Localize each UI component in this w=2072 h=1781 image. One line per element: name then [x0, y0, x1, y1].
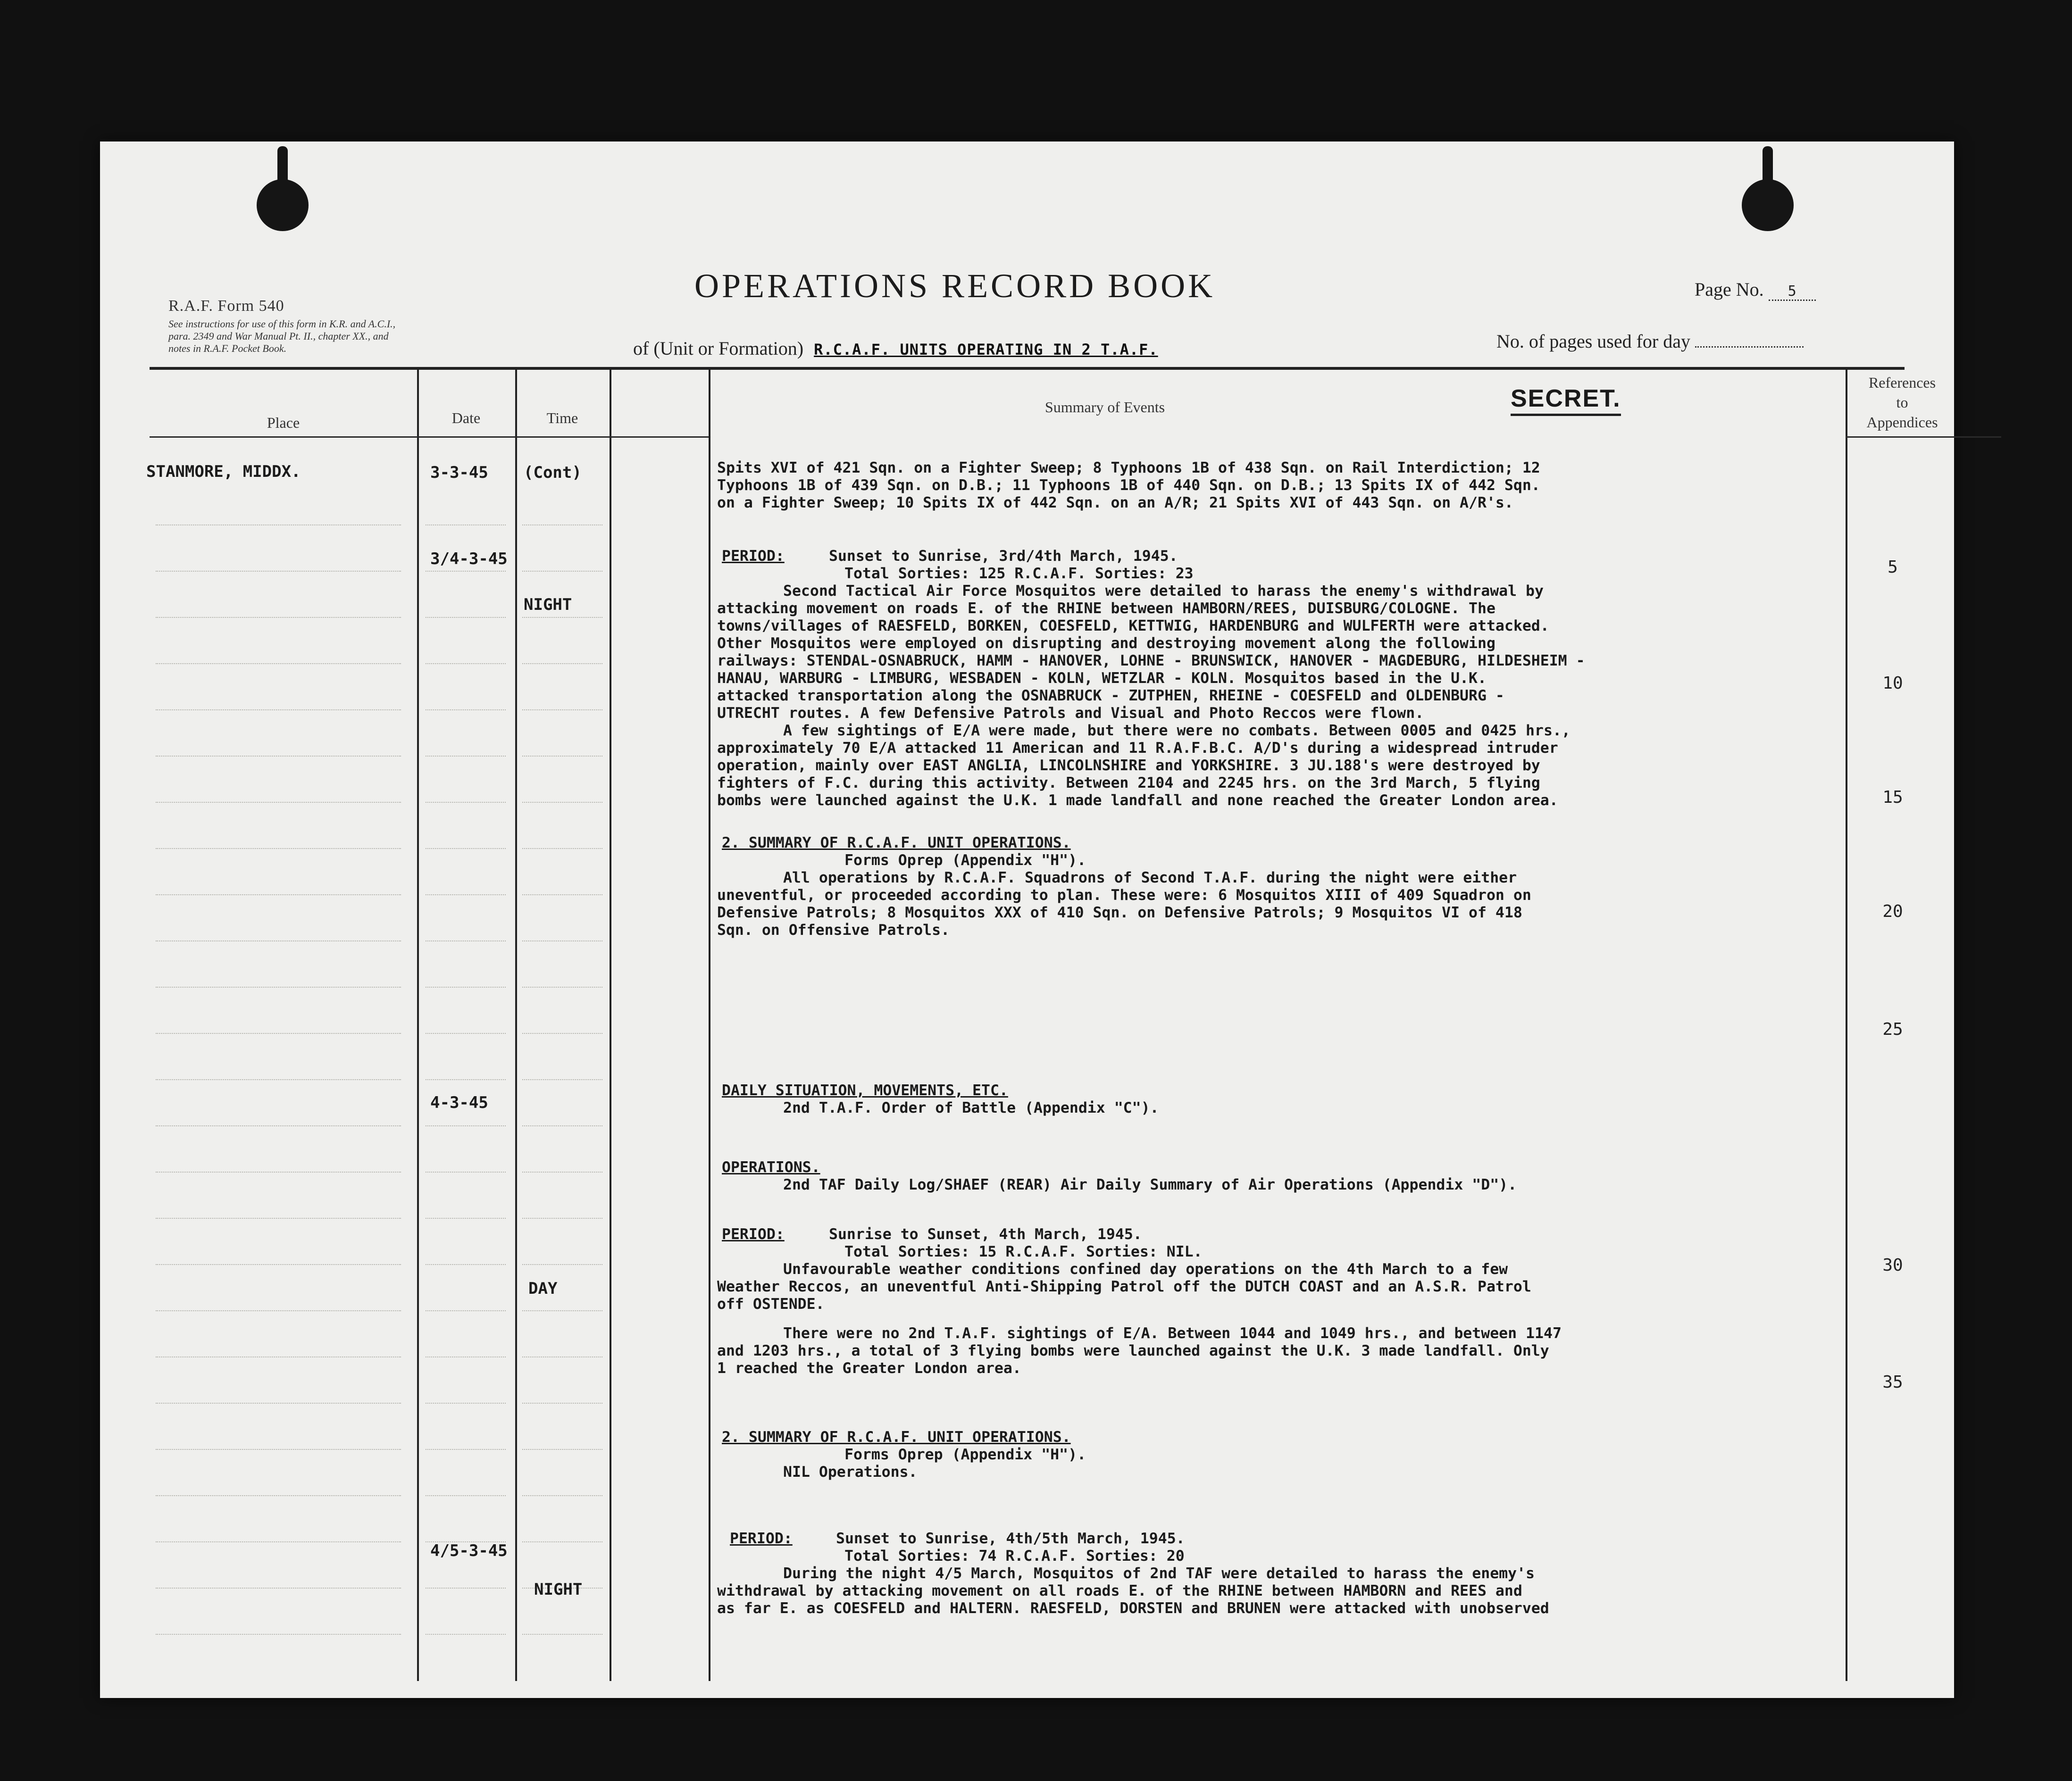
ruled-line: [426, 1588, 506, 1590]
summary-line: railways: STENDAL-OSNABRUCK, HAMM - HANOVER, LOHNE - BRUNSWICK, HANOVER - MAGDEBURG, HILDESHEIM -: [717, 652, 1585, 669]
time-entry: (Cont): [524, 463, 582, 482]
ruled-line: [522, 1264, 602, 1266]
ruled-line: [522, 1634, 602, 1636]
summary-line: Sunset to Sunrise, 4th/5th March, 1945.: [836, 1530, 1185, 1547]
summary-line: operation, mainly over EAST ANGLIA, LINCOLNSHIRE and YORKSHIRE. 3 JU.188's were destroyed by: [717, 757, 1540, 774]
ruled-line: [156, 1218, 401, 1220]
summary-line: approximately 70 E/A attacked 11 American and 11 R.A.F.B.C. A/D's during a widespread intruder: [717, 740, 1558, 757]
ruled-line: [156, 524, 401, 526]
summary-line: as far E. as COESFELD and HALTERN. RAESFELD, DORSTEN and BRUNEN were attacked with unobserved: [717, 1600, 1549, 1617]
appendix-reference: 15: [1882, 788, 1903, 807]
summary-line: attacking movement on roads E. of the RHINE between HAMBORN/REES, DUISBURG/COLOGNE. The: [717, 600, 1496, 617]
time-entry: NIGHT: [524, 595, 572, 614]
unit-label: of (Unit or Formation): [633, 338, 804, 359]
ruled-line: [156, 802, 401, 804]
summary-line: Defensive Patrols; 8 Mosquitos XXX of 410 Sqn. on Defensive Patrols; 9 Mosquitos VI of 418: [717, 904, 1522, 921]
ruled-line: [522, 802, 602, 804]
summary-line: Forms Oprep (Appendix "H").: [844, 852, 1086, 869]
ruled-line: [156, 1310, 401, 1312]
summary-line: fighters of F.C. during this activity. Between 2104 and 2245 hrs. on the 3rd March, 5 flying: [717, 774, 1540, 791]
summary-line: Second Tactical Air Force Mosquitos were detailed to harass the enemy's withdrawal by: [783, 583, 1544, 599]
column-header-references: References to Appendices: [1866, 374, 1938, 431]
summary-line: Weather Reccos, an uneventful Anti-Shipping Patrol off the DUTCH COAST and an A.S.R. Patrol: [717, 1278, 1531, 1295]
ruled-line: [426, 894, 506, 896]
summary-line: bombs were launched against the U.K. 1 made landfall and none reached the Greater London area.: [717, 792, 1558, 809]
ruled-line: [426, 1218, 506, 1220]
summary-line: 2nd T.A.F. Order of Battle (Appendix "C").: [783, 1099, 1159, 1116]
column-divider: [1846, 370, 1847, 1681]
time-entry: DAY: [528, 1279, 558, 1298]
ruled-line: [426, 848, 506, 850]
pages-used: [1496, 330, 1804, 352]
column-divider: [515, 370, 517, 1681]
summary-line: Sunset to Sunrise, 3rd/4th March, 1945.: [829, 548, 1178, 565]
ruled-line: [426, 1079, 506, 1081]
punch-hole-right: [1742, 179, 1794, 231]
ruled-line: [426, 1125, 506, 1127]
summary-line: There were no 2nd T.A.F. sightings of E/A. Between 1044 and 1049 hrs., and between 1147: [783, 1325, 1562, 1342]
ruled-line: [156, 756, 401, 757]
ruled-line: [426, 571, 506, 573]
date-entry: 4-3-45: [430, 1093, 488, 1112]
summary-line: Other Mosquitos were employed on disrupting and destroying movement along the following: [717, 635, 1496, 652]
ruled-line: [522, 1357, 602, 1358]
form-sheet: [100, 141, 1954, 1698]
summary-line: towns/villages of RAESFELD, BORKEN, COESFELD, KETTWIG, HARDENBURG and WULFERTH were attacked.: [717, 617, 1549, 634]
ruled-line: [522, 1125, 602, 1127]
ruled-line: [426, 756, 506, 757]
ruled-line: [156, 571, 401, 573]
ruled-line: [522, 1449, 602, 1451]
summary-line: attacked transportation along the OSNABRUCK - ZUTPHEN, RHEINE - COESFELD and OLDENBURG -: [717, 687, 1504, 704]
summary-line: All operations by R.C.A.F. Squadrons of Second T.A.F. during the night were either: [783, 869, 1517, 886]
section-heading: DAILY SITUATION, MOVEMENTS, ETC.: [722, 1082, 1008, 1099]
ruled-line: [426, 987, 506, 989]
ruled-line: [522, 848, 602, 850]
page-title: OPERATIONS RECORD BOOK: [694, 267, 1216, 305]
ruled-line: [426, 1172, 506, 1173]
section-heading: PERIOD:: [722, 1226, 785, 1243]
form-identifier: [168, 297, 518, 355]
ruled-line: [522, 524, 602, 526]
ruled-line: [522, 1172, 602, 1173]
ruled-line: [156, 1541, 401, 1543]
ruled-line: [426, 663, 506, 665]
ruled-line: [522, 1310, 602, 1312]
summary-line: on a Fighter Sweep; 10 Spits IX of 442 Sqn. on an A/R; 21 Spits XVI of 443 Sqn. on A/R's.: [717, 494, 1513, 511]
ruled-line: [426, 940, 506, 942]
section-heading: PERIOD:: [730, 1530, 793, 1547]
ruled-line: [156, 1264, 401, 1266]
ruled-line: [522, 894, 602, 896]
appendix-reference: 20: [1882, 902, 1903, 921]
appendix-reference: 25: [1882, 1020, 1903, 1039]
ruled-line: [426, 1264, 506, 1266]
ruled-line: [156, 1033, 401, 1035]
table-top-border: [150, 367, 1905, 370]
column-header-summary: Summary of Events: [1044, 399, 1165, 416]
date-entry: 3/4-3-45: [430, 549, 508, 568]
ruled-line: [156, 1079, 401, 1081]
ruled-line: [522, 1218, 602, 1220]
summary-line: withdrawal by attacking movement on all roads E. of the RHINE between HAMBORN and REES and: [717, 1582, 1522, 1599]
ruled-line: [426, 1403, 506, 1405]
unit-formation: [633, 337, 1158, 359]
section-heading: OPERATIONS.: [722, 1159, 820, 1176]
ruled-line: [156, 894, 401, 896]
summary-line: off OSTENDE.: [717, 1296, 825, 1313]
date-entry: 3-3-45: [430, 463, 488, 482]
column-header-date: Date: [451, 409, 481, 426]
punch-hole-left: [257, 179, 309, 231]
ruled-line: [156, 663, 401, 665]
summary-line: Total Sorties: 125 R.C.A.F. Sorties: 23: [844, 565, 1194, 582]
page-number-label: Page No.: [1695, 279, 1764, 300]
summary-line: Total Sorties: 15 R.C.A.F. Sorties: NIL.: [844, 1243, 1203, 1260]
ruled-line: [426, 617, 506, 619]
time-entry: NIGHT: [534, 1580, 583, 1599]
summary-line: Spits XVI of 421 Sqn. on a Fighter Sweep; 8 Typhoons 1B of 438 Sqn. on Rail Interdiction; 12: [717, 459, 1540, 476]
summary-line: NIL Operations.: [783, 1464, 918, 1481]
summary-line: 1 reached the Greater London area.: [717, 1360, 1021, 1377]
column-header-time: Time: [546, 409, 578, 426]
ruled-line: [522, 663, 602, 665]
header-rule: [150, 436, 709, 438]
ruled-line: [522, 1403, 602, 1405]
summary-line: Typhoons 1B of 439 Sqn. on D.B.; 11 Typhoons 1B of 440 Sqn. on D.B.; 13 Spits IX of 442 Sqn.: [717, 477, 1540, 494]
ruled-line: [522, 617, 602, 619]
appendix-reference: 35: [1882, 1373, 1903, 1392]
ruled-line: [426, 1495, 506, 1497]
place-entry: STANMORE, MIDDX.: [146, 462, 301, 481]
summary-line: A few sightings of E/A were made, but there were no combats. Between 0005 and 0425 hrs.,: [783, 722, 1571, 739]
security-classification: SECRET.: [1511, 384, 1621, 416]
column-divider: [417, 370, 419, 1681]
ruled-line: [426, 524, 506, 526]
ruled-line: [522, 1079, 602, 1081]
ruled-line: [156, 1588, 401, 1590]
ruled-line: [426, 1449, 506, 1451]
column-divider: [610, 370, 611, 1681]
ruled-line: [156, 1449, 401, 1451]
unit-value: R.C.A.F. UNITS OPERATING IN 2 T.A.F.: [814, 341, 1158, 358]
summary-line: 2nd TAF Daily Log/SHAEF (REAR) Air Daily Summary of Air Operations (Appendix "D").: [783, 1176, 1517, 1193]
appendix-reference: 30: [1882, 1256, 1903, 1275]
ruled-line: [156, 987, 401, 989]
ruled-line: [426, 802, 506, 804]
summary-line: HANAU, WARBURG - LIMBURG, WESBADEN - KOLN, WETZLAR - KOLN. Mosquitos based in the U.K.: [717, 670, 1487, 687]
form-instructions: See instructions for use of this form in K.R. and A.C.I., para. 2349 and War Manual Pt. II., chapter XX., and notes in R.A.F. Pocket Book.: [168, 318, 396, 354]
ruled-line: [522, 709, 602, 711]
header-rule: [1846, 436, 2001, 438]
pages-used-value: [1695, 346, 1804, 348]
ruled-line: [522, 987, 602, 989]
summary-line: Total Sorties: 74 R.C.A.F. Sorties: 20: [844, 1548, 1185, 1565]
ruled-line: [426, 1357, 506, 1358]
column-header-place: Place: [267, 414, 300, 431]
ruled-line: [156, 848, 401, 850]
page-number: [1695, 278, 1816, 301]
summary-line: During the night 4/5 March, Mosquitos of 2nd TAF were detailed to harass the enemy's: [783, 1565, 1535, 1582]
ruled-line: [426, 1033, 506, 1035]
ruled-line: [426, 709, 506, 711]
ruled-line: [426, 1634, 506, 1636]
ruled-line: [156, 1403, 401, 1405]
summary-line: and 1203 hrs., a total of 3 flying bombs were launched against the U.K. 3 made landfall. Only: [717, 1342, 1549, 1359]
summary-line: Unfavourable weather conditions confined day operations on the 4th March to a few: [783, 1261, 1508, 1278]
ruled-line: [522, 940, 602, 942]
page-number-value: 5: [1769, 283, 1816, 301]
summary-line: Sqn. on Offensive Patrols.: [717, 922, 950, 939]
summary-line: Forms Oprep (Appendix "H").: [844, 1446, 1086, 1463]
ruled-line: [156, 1634, 401, 1636]
ruled-line: [522, 1033, 602, 1035]
ruled-line: [156, 709, 401, 711]
section-heading: PERIOD:: [722, 548, 785, 565]
appendix-reference: 10: [1882, 674, 1903, 693]
column-divider: [709, 370, 710, 1681]
ruled-line: [156, 940, 401, 942]
appendix-reference: 5: [1888, 558, 1898, 577]
ruled-line: [156, 1125, 401, 1127]
section-heading: 2. SUMMARY OF R.C.A.F. UNIT OPERATIONS.: [722, 834, 1071, 851]
date-entry: 4/5-3-45: [430, 1541, 508, 1560]
ruled-line: [522, 1495, 602, 1497]
ruled-line: [156, 1495, 401, 1497]
ruled-line: [426, 1310, 506, 1312]
ruled-line: [156, 1357, 401, 1358]
section-heading: 2. SUMMARY OF R.C.A.F. UNIT OPERATIONS.: [722, 1429, 1071, 1446]
ruled-line: [522, 571, 602, 573]
summary-line: UTRECHT routes. A few Defensive Patrols and Visual and Photo Reccos were flown.: [717, 705, 1424, 722]
summary-line: uneventful, or proceeded according to plan. These were: 6 Mosquitos XIII of 409 Squadron on: [717, 887, 1531, 904]
pages-used-label: No. of pages used for day: [1496, 331, 1690, 352]
ruled-line: [156, 1172, 401, 1173]
ruled-line: [522, 1541, 602, 1543]
ruled-line: [522, 756, 602, 757]
form-number: R.A.F. Form 540: [168, 297, 284, 315]
summary-line: Sunrise to Sunset, 4th March, 1945.: [829, 1226, 1142, 1243]
ruled-line: [156, 617, 401, 619]
